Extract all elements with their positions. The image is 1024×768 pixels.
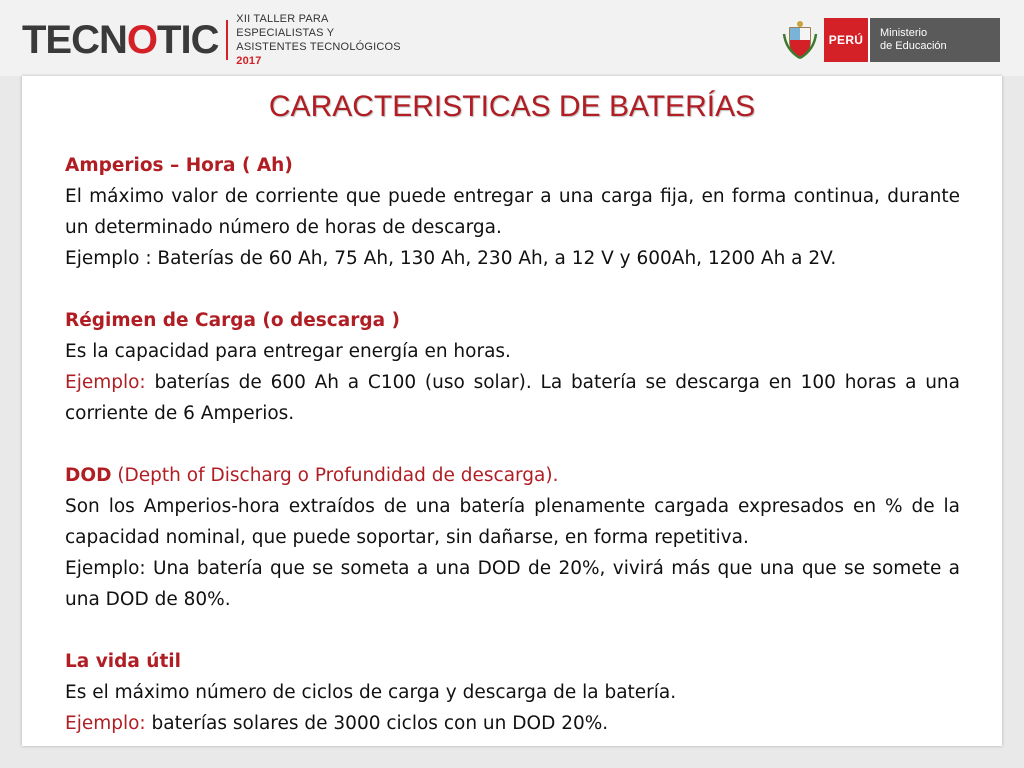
section-example-regimen (65, 367, 960, 429)
section-text-vida: Es el máximo número de ciclos de carga y descarga de la batería. (65, 682, 677, 703)
section-text-regimen: Es la capacidad para entregar energía en horas. (65, 341, 511, 362)
event-subtitle (236, 12, 414, 68)
event-year: 2017 (236, 55, 262, 67)
peru-label: PERÚ (824, 18, 868, 62)
slide-panel (22, 76, 1002, 746)
dod-heading-bold: DOD (65, 465, 112, 486)
example-text-vida: baterías solares de 3000 ciclos con un DOD 20%. (145, 713, 609, 734)
section-text-amperios: El máximo valor de corriente que puede entregar a una carga fija, en forma continua, durante un determinado número de horas de descarga. (65, 186, 960, 238)
slide-content (65, 150, 960, 739)
logo-wordmark: TECNOTIC (22, 18, 219, 62)
example-text-regimen: baterías de 600 Ah a C100 (uso solar). La batería se descarga en 100 horas a una corriente de 6 Amperios. (65, 372, 960, 424)
section-example-amperios: Ejemplo : Baterías de 60 Ah, 75 Ah, 130 Ah, 230 Ah, a 12 V y 600Ah, 1200 Ah a 2V. (65, 248, 837, 269)
section-heading-vida: La vida útil (65, 651, 181, 672)
section-example-dod: Ejemplo: Una batería que se someta a una DOD de 20%, vivirá más que una que se somete a una DOD de 80%. (65, 558, 960, 610)
section-heading-amperios: Amperios – Hora ( Ah) (65, 155, 293, 176)
example-label-vida: Ejemplo: (65, 713, 146, 734)
slide-title: CARACTERISTICAS DE BATERÍAS (268, 90, 756, 123)
ministry-branding (782, 18, 1000, 62)
section-text-dod: Son los Amperios-hora extraídos de una batería plenamente cargada expresados en % de la capacidad nominal, que puede soportar, sin dañarse, en forma repetitiva. (65, 496, 960, 548)
event-subtitle-line1: XII TALLER PARA ESPECIALISTAS Y (236, 13, 335, 39)
header (0, 0, 1024, 76)
example-label-regimen: Ejemplo: (65, 372, 146, 393)
tecnotic-logo (22, 13, 414, 67)
dod-heading-rest: (Depth of Discharg o Profundidad de descarga). (111, 465, 559, 486)
section-example-vida (65, 708, 960, 739)
event-subtitle-line2: ASISTENTES TECNOLÓGICOS 2017 (236, 41, 401, 67)
ministry-line1: Ministerio (880, 27, 928, 39)
ministry-label (868, 18, 1000, 62)
coat-of-arms-icon (782, 20, 818, 60)
section-heading-regimen: Régimen de Carga (o descarga ) (65, 310, 400, 331)
logo-divider (226, 20, 228, 60)
section-heading-dod (65, 460, 960, 491)
ministry-line2: de Educación (880, 40, 947, 52)
